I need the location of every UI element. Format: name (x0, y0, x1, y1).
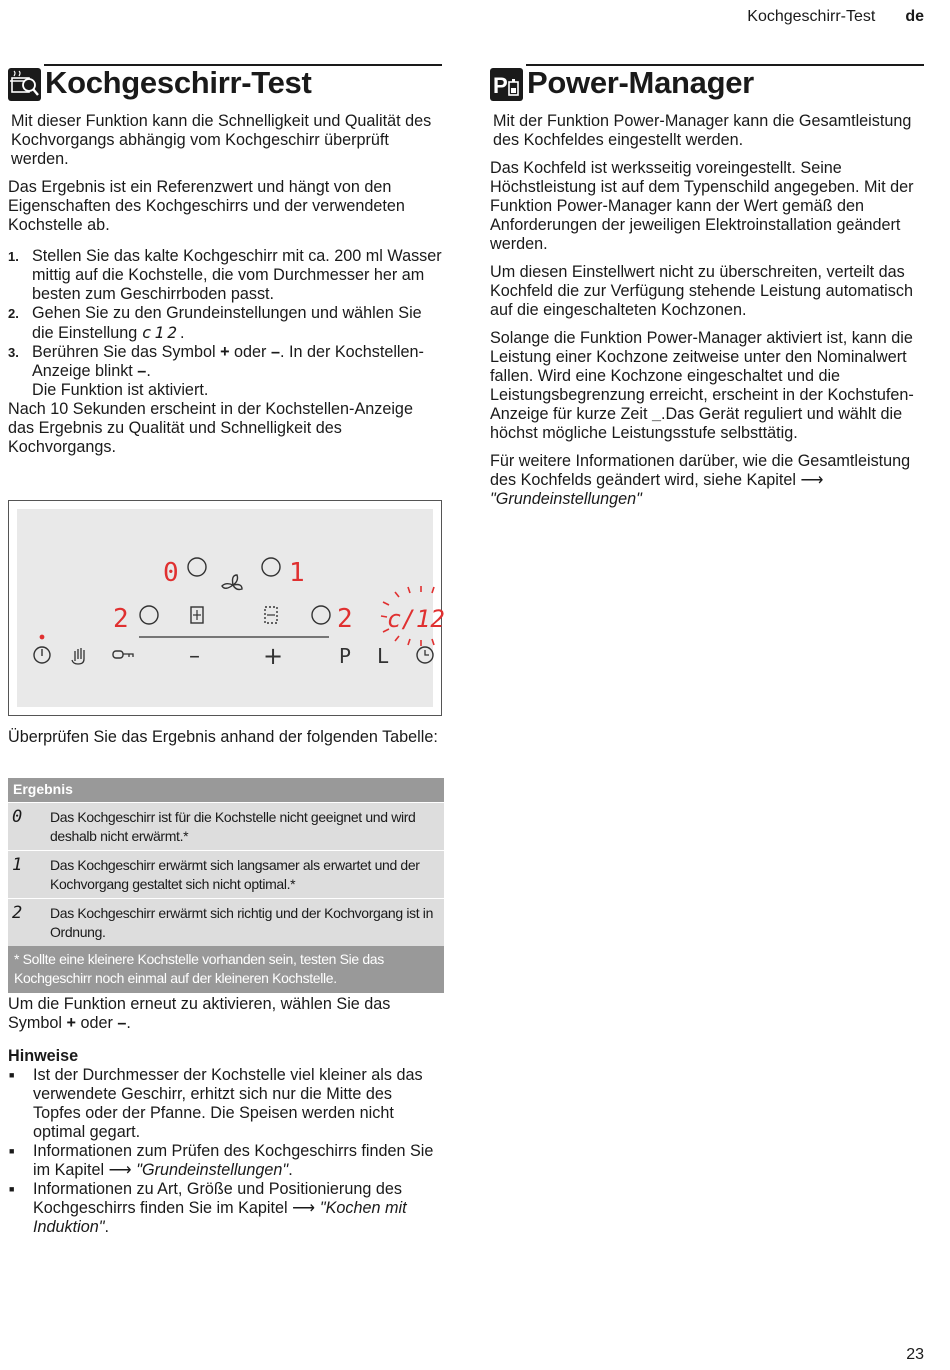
note-item (8, 1180, 442, 1237)
step-text: Berühren Sie das Symbol (32, 343, 221, 361)
check-paragraph: Überprüfen Sie das Ergebnis anhand der folgenden Tabelle: (8, 728, 438, 746)
step-number: 2. (8, 306, 19, 321)
section-title: Power-Manager (527, 64, 754, 100)
power-manager-icon (490, 68, 523, 101)
wipe-protection-icon (113, 651, 133, 658)
table-row (8, 802, 444, 850)
flashing-display (381, 586, 445, 646)
flash-code: c/12 (387, 605, 445, 633)
power-text: Solange die Funktion Power-Manager aktiviert ist, kann die Leistung einer Kochzone zeitweise unter den Nominalwert fallen. Wird eine Kochzone eingeschaltet und die Leistungsbegrenzung erreicht, erscheint in der Kochstufen-Anzeige für kurze Zeit (490, 329, 914, 423)
chapter-reference[interactable]: "Kochen mit Induktion" (33, 1199, 407, 1236)
note-end: . (288, 1161, 293, 1179)
result-table (8, 778, 444, 993)
arrow-icon: ⟶ (800, 471, 824, 489)
zone-display-bottom-right: 2 (337, 604, 353, 634)
powerboost-key: P (339, 644, 352, 668)
step-text: Stellen Sie das kalte Kochgeschirr mit ca. 200 ml Wasser mittig auf die Kochstelle, die vom Durchmesser her am besten zum Geschirrboden passt. (32, 247, 442, 303)
control-panel-illustration (8, 500, 445, 716)
minus-symbol: – (117, 1014, 127, 1032)
section-heading (8, 64, 442, 101)
intro-paragraph-1: Mit dieser Funktion kann die Schnelligkeit und Qualität des Kochvorgangs abhängig vom Kochgeschirr überprüft werden. (11, 112, 432, 168)
left-column (8, 64, 442, 457)
zone-combine-icon-right (265, 607, 277, 623)
step-3 (8, 343, 442, 400)
reactivate-end: . (126, 1014, 131, 1032)
plus-symbol: + (66, 1014, 76, 1032)
running-header (747, 8, 924, 26)
table-row (8, 898, 444, 946)
status-led (40, 635, 45, 640)
notes-list (8, 1066, 442, 1237)
result-description: Das Kochgeschirr erwärmt sich langsamer als erwartet und der Kochvorgang gestaltet sich nicht optimal.* (50, 857, 420, 892)
reactivate-text: Um die Funktion erneut zu aktivieren, wählen Sie das Symbol (8, 995, 391, 1032)
chapter-reference[interactable]: "Grundeinstellungen" (490, 490, 642, 508)
steps-list (8, 247, 442, 400)
svg-text:P: P (493, 73, 508, 98)
result-description: Das Kochgeschirr erwärmt sich richtig und der Kochvorgang ist in Ordnung. (50, 905, 433, 940)
result-description: Das Kochgeschirr ist für die Kochstelle nicht geeignet und wird deshalb nicht erwärmt.* (50, 809, 416, 844)
language-code: de (905, 8, 924, 25)
note-item (8, 1142, 442, 1180)
keep-warm-key: L (377, 644, 390, 668)
step-text-display: . In der Kochstellen-Anzeige blinkt (32, 343, 424, 380)
table-row (8, 850, 444, 898)
result-code: 2 (12, 903, 23, 923)
page-number: 23 (906, 1346, 924, 1363)
result-code: 1 (12, 855, 23, 875)
note-text: Informationen zu Art, Größe und Positionierung des Kochgeschirrs finden Sie im Kapitel (33, 1180, 402, 1217)
page-title: Kochgeschirr-Test (45, 64, 312, 100)
table-header: Ergebnis (8, 778, 444, 802)
step-2 (8, 304, 442, 343)
step-text-or: oder (229, 343, 271, 361)
timer-clock-icon (417, 647, 433, 663)
power-text-end: .Das Gerät reguliert und wählt die höchst mögliche Leistungsstufe selbsttätig. (490, 405, 903, 442)
ventilation-fan-icon (222, 575, 242, 590)
child-lock-hand-icon (72, 648, 84, 664)
limit-display-symbol: _ (651, 405, 661, 423)
note-end: . (104, 1218, 109, 1236)
zone-display-bottom-left: 2 (113, 604, 129, 634)
zone-key-bottom-left (140, 606, 158, 624)
plus-key: + (263, 642, 284, 670)
power-text: Für weitere Informationen darüber, wie die Gesamtleistung des Kochfelds geändert wird, siehe Kapitel (490, 452, 911, 489)
zone-display-top-right: 1 (289, 558, 305, 588)
bullet-square-icon: ■ (9, 1146, 15, 1156)
minus-key: – (189, 644, 200, 669)
step-number: 1. (8, 249, 19, 264)
result-code: 0 (12, 807, 23, 827)
note-item (8, 1066, 442, 1142)
power-paragraph-4 (490, 329, 924, 443)
note-text: Ist der Durchmesser der Kochstelle viel kleiner als das verwendete Geschirr, erhitzt sich nur die Mitte des Topfes oder der Pfanne. Die Speisen werden nicht optimal gegart. (33, 1066, 423, 1141)
table-footnote: * Sollte eine kleinere Kochstelle vorhanden sein, testen Sie das Kochgeschirr noch einmal auf der kleineren Kochstelle. (8, 946, 444, 993)
arrow-icon: ⟶ (292, 1199, 316, 1217)
section-heading (490, 64, 924, 101)
note-text: Informationen zum Prüfen des Kochgeschirrs finden Sie im Kapitel (33, 1142, 434, 1179)
bullet-square-icon: ■ (9, 1184, 15, 1194)
running-header-section: Kochgeschirr-Test (747, 8, 876, 25)
reactivate-or: oder (75, 1014, 118, 1032)
after-paragraph: Nach 10 Sekunden erscheint in der Kochstellen-Anzeige das Ergebnis zu Qualität und Schnelligkeit des Kochvorgangs. (8, 400, 413, 456)
notes-heading: Hinweise (8, 1047, 79, 1065)
step-text-end: . (180, 324, 185, 342)
power-paragraph-1: Mit der Funktion Power-Manager kann die Gesamtleistung des Kochfeldes eingestellt werden. (493, 112, 912, 149)
bullet-square-icon: ■ (9, 1070, 15, 1080)
plus-symbol: + (220, 343, 230, 361)
power-icon (34, 647, 50, 663)
step-text: Gehen Sie zu den Grundeinstellungen und wählen Sie die Einstellung (32, 304, 422, 342)
zone-key-bottom-right (312, 606, 330, 624)
power-paragraph-2: Das Kochfeld ist werksseitig voreingestellt. Seine Höchstleistung ist auf dem Typenschild angegeben. Mit der Funktion Power-Manager kann der Wert gemäß den Anforderungen der jeweiligen Elektroinstallation geändert werden. (490, 159, 914, 253)
zone-display-top-left: 0 (163, 558, 179, 588)
zone-key-top-left (188, 558, 206, 576)
step-result: Die Funktion ist aktiviert. (32, 381, 209, 399)
cookware-test-icon (8, 68, 41, 101)
lower-left-block (8, 995, 442, 1237)
reactivate-paragraph (8, 995, 442, 1033)
right-column (490, 64, 924, 509)
power-paragraph-3: Um diesen Einstellwert nicht zu überschreiten, verteilt das Kochfeld die zur Verfügung stehende Leistung automatisch auf die eingeschalteten Kochzonen. (490, 263, 913, 319)
minus-symbol: – (270, 343, 280, 361)
control-panel-surface (17, 509, 445, 707)
chapter-reference[interactable]: "Grundeinstellungen" (136, 1161, 289, 1179)
zone-combine-icon-left (191, 607, 203, 623)
intro-paragraph-2: Das Ergebnis ist ein Referenzwert und hängt von den Eigenschaften des Kochgeschirrs und der verwendeten Kochstelle ab. (8, 178, 405, 234)
step-text-end: . (146, 362, 151, 380)
setting-code: c12 (141, 323, 181, 342)
step-number: 3. (8, 345, 19, 360)
arrow-icon: ⟶ (108, 1161, 132, 1179)
zone-key-top-right (262, 558, 280, 576)
power-paragraph-5 (490, 452, 924, 509)
blink-symbol: – (137, 362, 147, 380)
step-1 (8, 247, 442, 304)
